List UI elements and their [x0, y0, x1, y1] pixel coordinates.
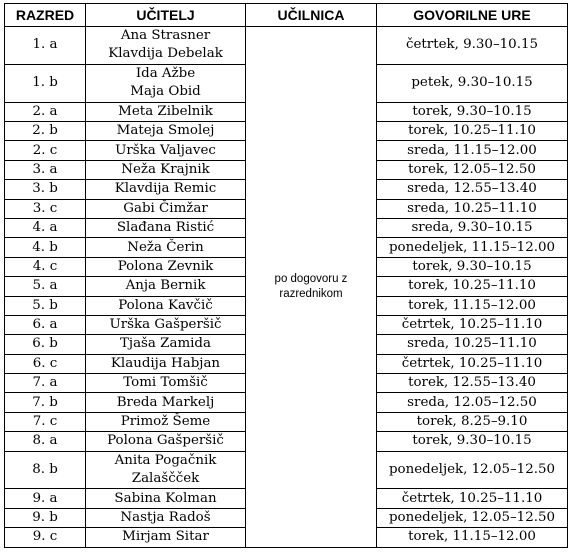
cell-ucitelj [86, 218, 246, 237]
cell-razred: 5. b [5, 296, 86, 315]
teacher-name: Polona Zevnik [117, 258, 214, 274]
cell-razred: 4. c [5, 257, 86, 276]
cell-ucitelj [86, 508, 246, 527]
cell-govorilne-ure: sreda, 12.55–13.40 [377, 180, 568, 199]
teacher-name: Urška Valjavec [115, 142, 216, 158]
office-hours-table [4, 3, 568, 548]
teacher-name: Urška Gašperšič [109, 317, 222, 333]
cell-govorilne-ure: ponedeljek, 11.15–12.00 [377, 238, 568, 257]
cell-govorilne-ure: torek, 9.30–10.15 [377, 257, 568, 276]
header-govorilne-ure: GOVORILNE URE [377, 4, 568, 27]
cell-ucitelj [86, 335, 246, 354]
cell-govorilne-ure: torek, 10.25–11.10 [377, 277, 568, 296]
table-row [5, 27, 568, 65]
cell-razred: 9. b [5, 508, 86, 527]
cell-razred: 2. b [5, 121, 86, 140]
teacher-name: Ida Ažbe [135, 66, 196, 82]
cell-razred: 3. a [5, 160, 86, 179]
teacher-name: Sabina Kolman [114, 490, 217, 506]
cell-razred: 2. a [5, 102, 86, 121]
cell-razred: 3. b [5, 180, 86, 199]
cell-ucitelj [86, 121, 246, 140]
cell-ucitelj [86, 141, 246, 160]
cell-ucitelj [86, 393, 246, 412]
cell-razred: 1. a [5, 27, 86, 65]
cell-govorilne-ure: četrtek, 9.30–10.15 [377, 27, 568, 65]
cell-govorilne-ure: sreda, 10.25–11.10 [377, 199, 568, 218]
cell-razred: 7. a [5, 374, 86, 393]
teacher-name: Mirjam Sitar [122, 529, 209, 545]
teacher-name: Klavdija Debelak [108, 46, 223, 62]
cell-govorilne-ure: ponedeljek, 12.05–12.50 [377, 451, 568, 489]
header-razred: RAZRED [5, 4, 86, 27]
cell-ucilnica-merged [246, 27, 377, 548]
teacher-name: Breda Markelj [116, 394, 215, 410]
header-ucilnica: UČILNICA [246, 4, 377, 27]
teacher-name: Gabi Čimžar [123, 200, 208, 216]
teacher-name: Polona Kavčič [118, 297, 213, 313]
teacher-name: Ana Strasner [120, 28, 211, 44]
cell-razred: 1. b [5, 64, 86, 102]
cell-razred: 3. c [5, 199, 86, 218]
cell-govorilne-ure: ponedeljek, 12.05–12.50 [377, 508, 568, 527]
cell-govorilne-ure: torek, 8.25–9.10 [377, 412, 568, 431]
cell-govorilne-ure: torek, 9.30–10.15 [377, 102, 568, 121]
teacher-name: Meta Zibelnik [118, 103, 213, 119]
cell-ucitelj [86, 180, 246, 199]
cell-razred: 5. a [5, 277, 86, 296]
cell-govorilne-ure: četrtek, 10.25–11.10 [377, 489, 568, 508]
cell-razred: 6. b [5, 335, 86, 354]
cell-ucitelj [86, 412, 246, 431]
teacher-name: Tjaša Zamida [119, 336, 211, 352]
teacher-name: Neža Čerin [127, 239, 204, 255]
cell-govorilne-ure: torek, 12.55–13.40 [377, 374, 568, 393]
teacher-name: Neža Krajnik [121, 161, 210, 177]
teacher-name: Zalaščček [131, 471, 200, 487]
teacher-name: Klavdija Remic [114, 181, 217, 197]
teacher-name: Mateja Smolej [116, 123, 215, 139]
teacher-name: Maja Obid [130, 84, 201, 100]
classroom-note-line2: razrednikom [279, 287, 343, 300]
cell-razred: 8. b [5, 451, 86, 489]
cell-ucitelj [86, 102, 246, 121]
cell-govorilne-ure: torek, 9.30–10.15 [377, 432, 568, 451]
header-ucitelj: UČITELJ [86, 4, 246, 27]
cell-ucitelj [86, 199, 246, 218]
cell-govorilne-ure: sreda, 10.25–11.10 [377, 335, 568, 354]
cell-govorilne-ure: sreda, 9.30–10.15 [377, 218, 568, 237]
cell-govorilne-ure: četrtek, 10.25–11.10 [377, 315, 568, 334]
teacher-name: Anja Bernik [125, 278, 206, 294]
cell-razred: 9. c [5, 528, 86, 547]
cell-ucitelj [86, 238, 246, 257]
cell-ucitelj [86, 160, 246, 179]
cell-ucitelj [86, 432, 246, 451]
cell-ucitelj [86, 64, 246, 102]
cell-razred: 4. b [5, 238, 86, 257]
cell-govorilne-ure: četrtek, 10.25–11.10 [377, 354, 568, 373]
cell-ucitelj [86, 528, 246, 547]
cell-razred: 7. c [5, 412, 86, 431]
teacher-name: Anita Pogačnik [114, 453, 217, 469]
cell-ucitelj [86, 451, 246, 489]
table-body [5, 27, 568, 548]
cell-govorilne-ure: sreda, 12.05–12.50 [377, 393, 568, 412]
cell-ucitelj [86, 374, 246, 393]
cell-razred: 2. c [5, 141, 86, 160]
teacher-name: Nastja Radoš [120, 510, 211, 525]
cell-ucitelj [86, 315, 246, 334]
cell-razred: 6. a [5, 315, 86, 334]
cell-ucitelj [86, 27, 246, 65]
cell-razred: 7. b [5, 393, 86, 412]
cell-ucitelj [86, 277, 246, 296]
header-row [5, 4, 568, 27]
cell-razred: 4. a [5, 218, 86, 237]
teacher-name: Klaudija Habjan [110, 355, 221, 371]
cell-ucitelj [86, 489, 246, 508]
teacher-name: Polona Gašperšič [107, 433, 224, 449]
teacher-name: Primož Šeme [120, 414, 211, 430]
cell-govorilne-ure: torek, 12.05–12.50 [377, 160, 568, 179]
teacher-name: Slađana Ristić [116, 220, 215, 236]
classroom-note-line1: po dogovoru z [274, 272, 348, 285]
teacher-name: Tomi Tomšič [123, 375, 208, 391]
cell-govorilne-ure: petek, 9.30–10.15 [377, 64, 568, 102]
cell-govorilne-ure: sreda, 11.15–12.00 [377, 141, 568, 160]
cell-ucitelj [86, 257, 246, 276]
cell-razred: 9. a [5, 489, 86, 508]
cell-razred: 6. c [5, 354, 86, 373]
cell-govorilne-ure: torek, 11.15–12.00 [377, 528, 568, 547]
cell-razred: 8. a [5, 432, 86, 451]
cell-govorilne-ure: torek, 10.25–11.10 [377, 121, 568, 140]
cell-ucitelj [86, 296, 246, 315]
cell-ucitelj [86, 354, 246, 373]
cell-govorilne-ure: torek, 11.15–12.00 [377, 296, 568, 315]
